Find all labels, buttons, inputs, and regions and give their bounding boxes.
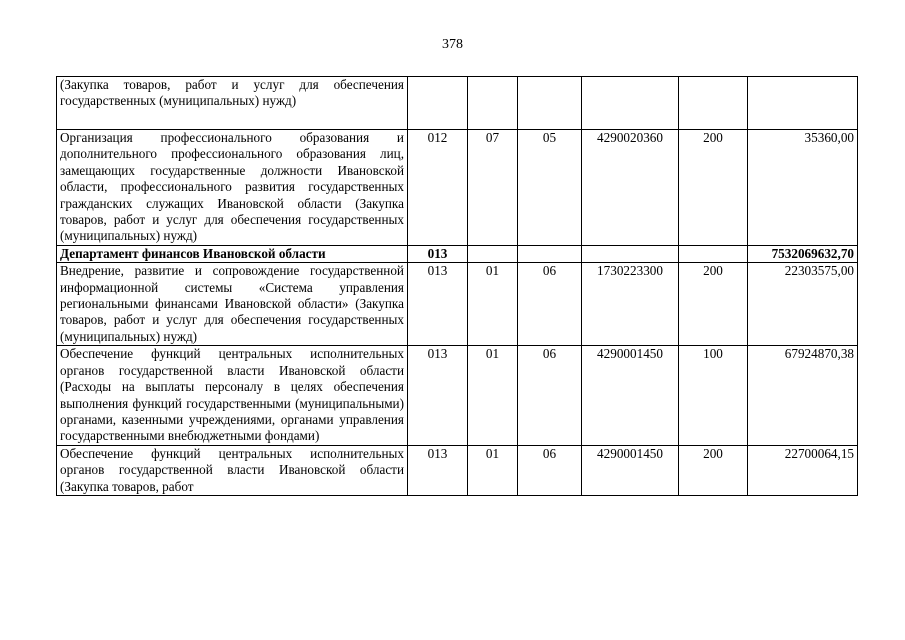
row-subsection-code — [518, 245, 582, 262]
row-expense-type: 100 — [679, 346, 748, 445]
table-row — [57, 445, 858, 495]
row-expense-type: 200 — [679, 130, 748, 246]
row-expense-type: 200 — [679, 263, 748, 346]
department-row — [57, 245, 858, 262]
row-section-code: 07 — [468, 130, 518, 246]
row-ministry-code: 013 — [408, 445, 468, 495]
table-row — [57, 346, 858, 445]
row-subsection-code: 06 — [518, 263, 582, 346]
page-number: 378 — [442, 37, 463, 52]
table-row — [57, 77, 858, 130]
row-ministry-code — [408, 77, 468, 130]
row-amount: 22700064,15 — [748, 445, 858, 495]
row-section-code — [468, 77, 518, 130]
row-expense-type — [679, 77, 748, 130]
row-ministry-code: 013 — [408, 346, 468, 445]
row-amount — [748, 77, 858, 130]
row-ministry-code: 012 — [408, 130, 468, 246]
row-amount: 22303575,00 — [748, 263, 858, 346]
row-target-code — [582, 245, 679, 262]
table-row — [57, 263, 858, 346]
budget-table — [56, 76, 858, 496]
row-description: (Закупка товаров, работ и услуг для обеспечения государственных (муниципальных) нужд) — [57, 77, 408, 130]
row-subsection-code: 06 — [518, 346, 582, 445]
row-target-code: 1730223300 — [582, 263, 679, 346]
department-total-amount: 7532069632,70 — [748, 245, 858, 262]
row-section-code: 01 — [468, 346, 518, 445]
row-ministry-code: 013 — [408, 245, 468, 262]
row-amount: 35360,00 — [748, 130, 858, 246]
row-target-code — [582, 77, 679, 130]
row-target-code: 4290001450 — [582, 346, 679, 445]
row-description: Обеспечение функций центральных исполнительных органов государственной власти Ивановской области (Расходы на выплаты персоналу в целях обеспечения выполнения функций государственными (муниципальными) органами, казенными учреждениями, органами управления государственными внебюджетными фондами) — [57, 346, 408, 445]
row-subsection-code — [518, 77, 582, 130]
row-expense-type — [679, 245, 748, 262]
department-name: Департамент финансов Ивановской области — [57, 245, 408, 262]
table-row — [57, 130, 858, 246]
row-description: Обеспечение функций центральных исполнительных органов государственной власти Ивановской области (Закупка товаров, работ — [57, 445, 408, 495]
row-section-code: 01 — [468, 445, 518, 495]
row-target-code: 4290020360 — [582, 130, 679, 246]
row-amount: 67924870,38 — [748, 346, 858, 445]
row-description: Внедрение, развитие и сопровождение государственной информационной системы «Система управления региональными финансами Ивановской области» (Закупка товаров, работ и услуг для обеспечения государственных (муниципальных) нужд) — [57, 263, 408, 346]
row-ministry-code: 013 — [408, 263, 468, 346]
row-expense-type: 200 — [679, 445, 748, 495]
row-target-code: 4290001450 — [582, 445, 679, 495]
row-description: Организация профессионального образования и дополнительного профессионального образования лиц, замещающих государственные должности Ивановской области, профессионального развития государственных гражданских служащих Ивановской области (Закупка товаров, работ и услуг для обеспечения государственных (муниципальных) нужд) — [57, 130, 408, 246]
row-subsection-code: 06 — [518, 445, 582, 495]
row-section-code: 01 — [468, 263, 518, 346]
row-section-code — [468, 245, 518, 262]
row-subsection-code: 05 — [518, 130, 582, 246]
